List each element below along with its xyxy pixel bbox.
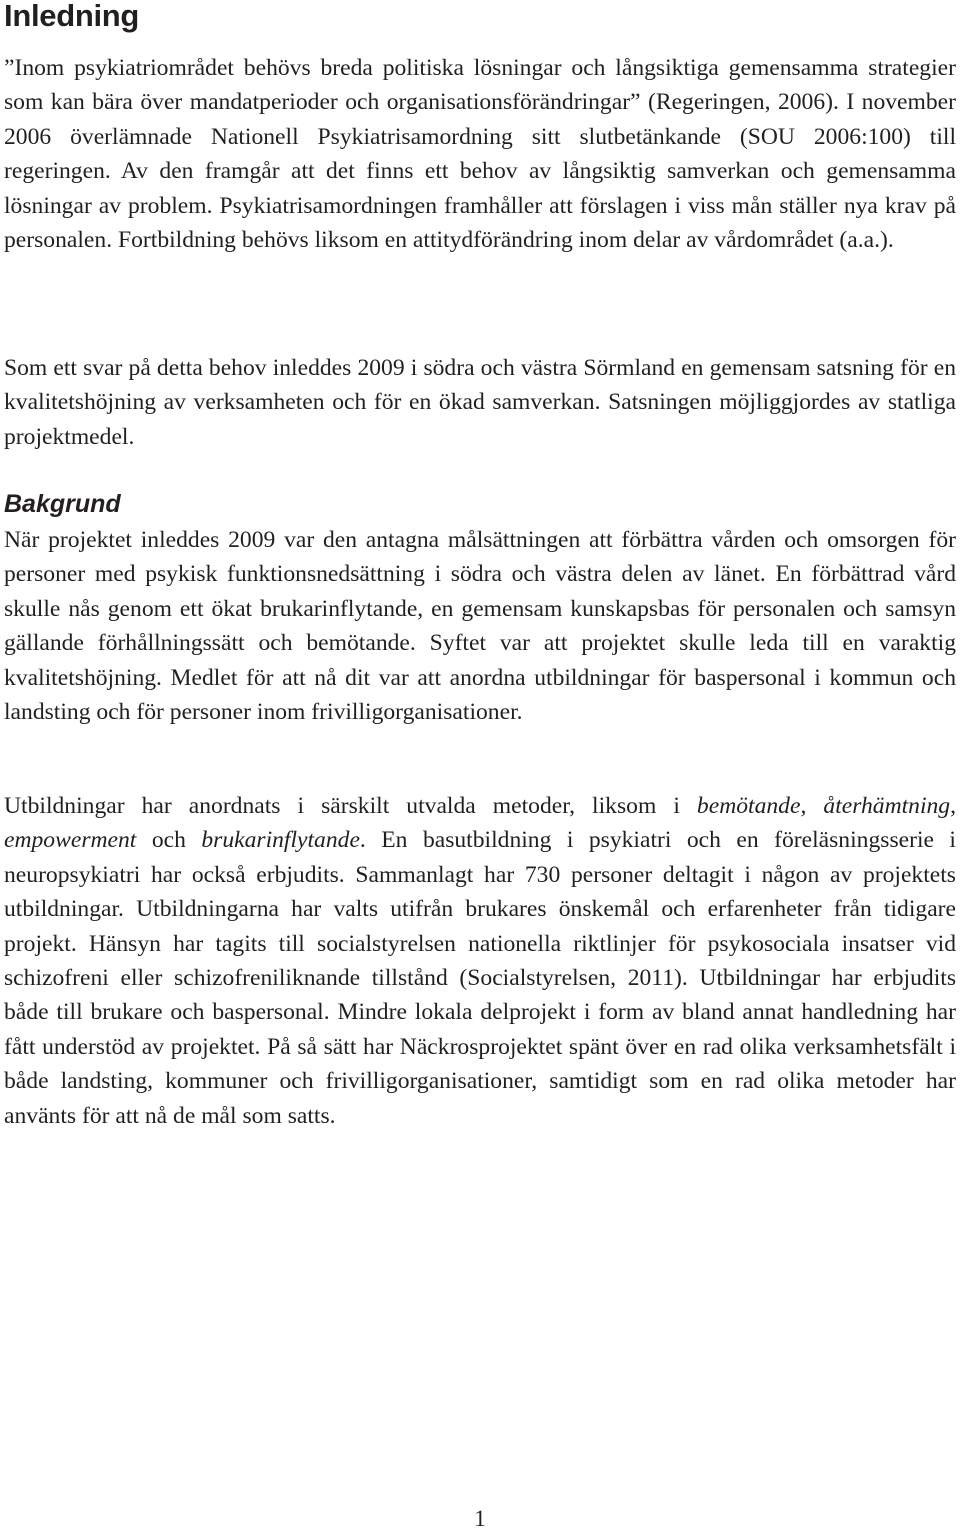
methods-intro-text: Utbildningar har anordnats i särskilt utvalda metoder, liksom i: [4, 793, 697, 819]
section-heading-bakgrund: Bakgrund: [4, 490, 121, 518]
separator: ,: [950, 793, 957, 819]
term-brukarinflytande: brukarinflytande: [201, 827, 360, 854]
separator: och: [136, 827, 202, 854]
term-empowerment: empowerment: [4, 827, 137, 854]
intro-paragraph: ”Inom psykiatriområdet behövs breda politiska lösningar och långsiktiga gemensamma strategier som kan bära över mandatperioder och organisationsförändringar” (Regeringen, 2006). I november 2006 överlämnade Nationell Psykiatrisamordning sitt slutbetänkande (SOU 2006:100) till regeringen. Av den framgår att det finns ett behov av långsiktig samverkan och gemensamma lösningar av problem. Psykiatrisamordningen framhåller att förslagen i viss mån ställer nya krav på personalen. Fortbildning behövs liksom en attitydförändring inom delar av vårdområdet (a.a.).: [4, 55, 956, 254]
section-heading-inledning: Inledning: [4, 0, 140, 33]
methods-paragraph: [4, 789, 956, 1133]
separator: ,: [800, 793, 824, 819]
background-paragraph: När projektet inleddes 2009 var den antagna målsättningen att förbättra vården och omsorgen för personer med psykisk funktionsnedsättning i södra och västra delen av länet. En förbättrad vård skulle nås genom ett ökat brukarinflytande, en gemensam kunskapsbas för personalen och samsyn gällande förhållningssätt och bemötande. Syftet var att projektet skulle leda till en varaktig kvalitetshöjning. Medlet för att nå dit var att anordna utbildningar för baspersonal i kommun och landsting och för personer inom frivilligorganisationer.: [4, 527, 956, 726]
page-number: 1: [474, 1506, 486, 1531]
term-bemotande: bemötande: [696, 793, 801, 819]
term-aterhamtning: återhämtning: [823, 793, 951, 819]
methods-rest-text: . En basutbildning i psykiatri och en föreläsningsserie i neuropsykiatri har också erbjudits. Sammanlagt har 730 personer deltagit i någon av projektets utbildningar. Utbildningarna har valts utifrån brukares önskemål och erfarenheter från tidigare projekt. Hänsyn har tagits till socialstyrelsen nationella riktlinjer för psykosociala insatser vid schizofreni eller schizofreniliknande tillstånd (Socialstyrelsen, 2011). Utbildningar har erbjudits både till brukare och baspersonal. Mindre lokala delprojekt i form av bland annat handledning har fått understöd av projektet. På så sätt har Näckrosprojektet spänt över en rad olika verksamhetsfält i både landsting, kommuner och frivilligorganisationer, samtidigt som en rad olika metoder har använts för att nå de mål som satts.: [4, 827, 956, 1129]
second-paragraph: Som ett svar på detta behov inleddes 2009 i södra och västra Sörmland en gemensam satsning för en kvalitetshöjning av verksamheten och för en ökad samverkan. Satsningen möjliggjordes av statliga projektmedel.: [4, 355, 956, 450]
